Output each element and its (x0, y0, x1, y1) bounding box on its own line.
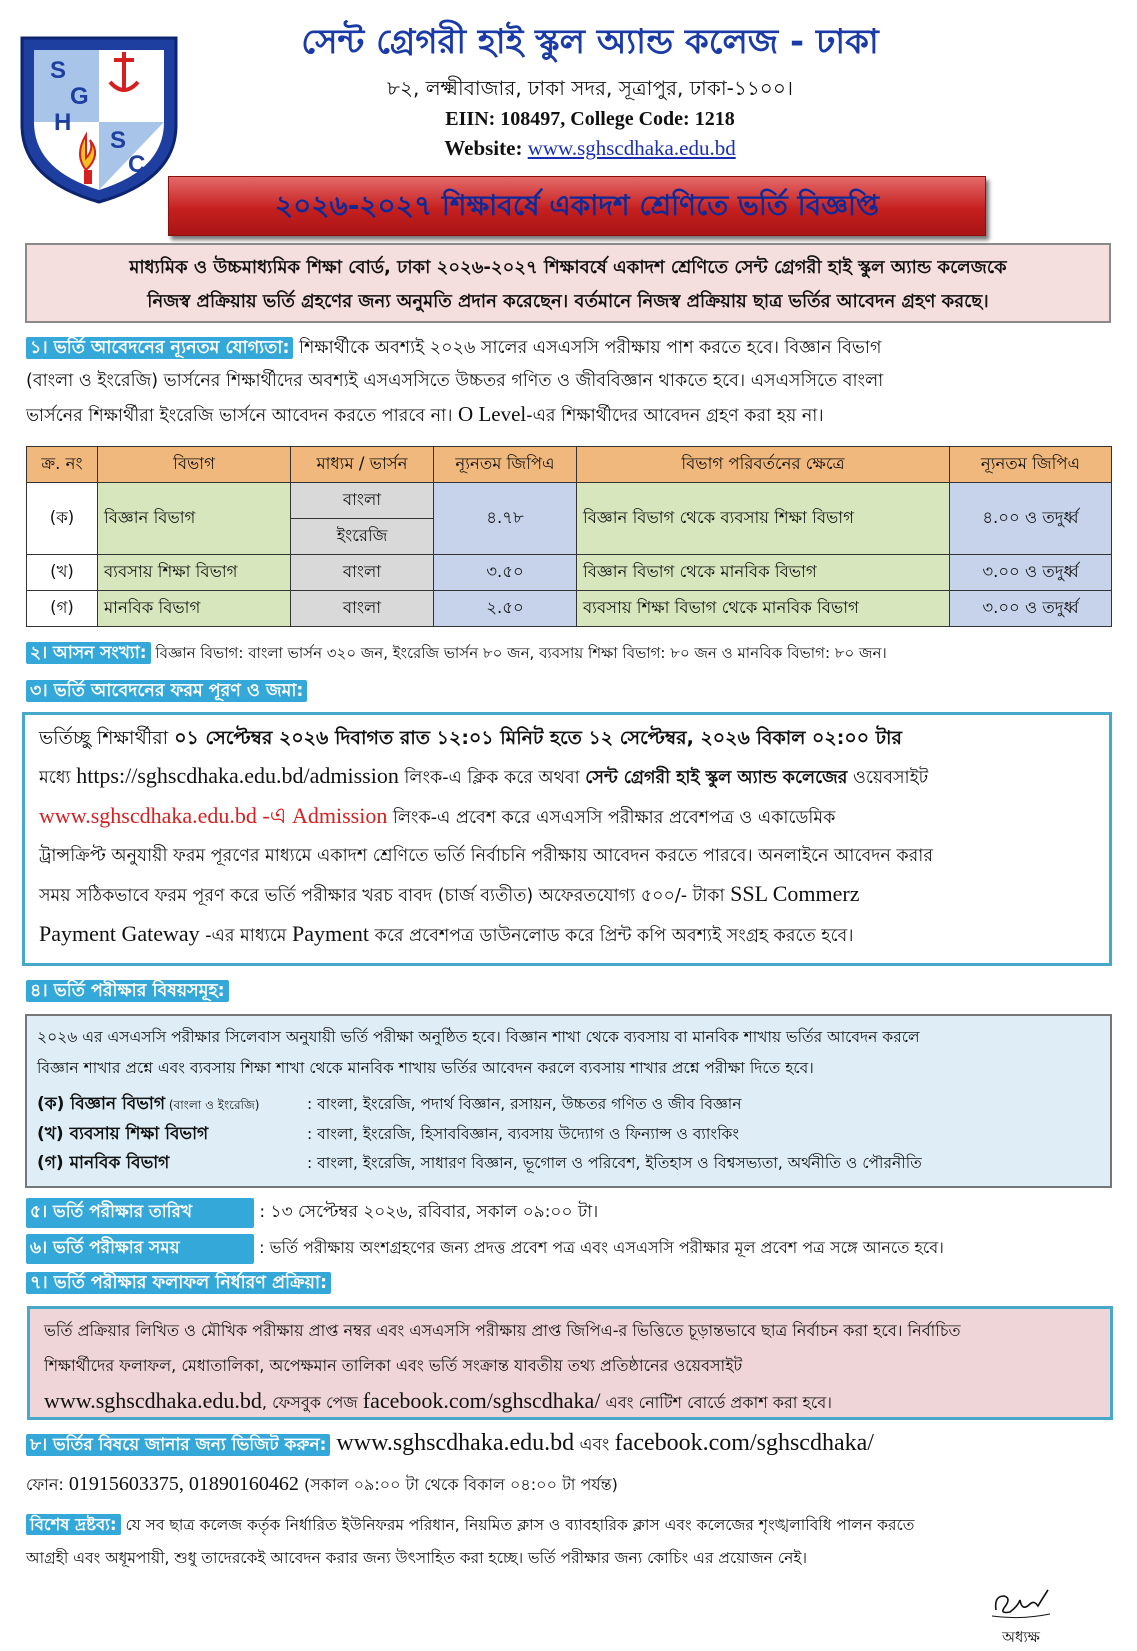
permission-line-2: নিজস্ব প্রক্রিয়ায় ভর্তি গ্রহণের জন্য অনুমতি প্রদান করেছেন। বর্তমানে নিজস্ব প্রক্রিয়ায় ছাত্র ভর্তির আবেদন গ্রহণ করছে। (147, 291, 989, 312)
cell-gpa: ৩.৫০ (434, 555, 577, 591)
cell-medium: বাংলা (291, 591, 434, 627)
logo-letter-s1: S (50, 57, 67, 84)
subject-dept-label: (গ) মানবিক বিভাগ (37, 1153, 170, 1173)
section-8 (26, 1430, 874, 1460)
th-dept-change: বিভাগ পরিবর্তনের ক্ষেত্রে (577, 447, 950, 483)
cell-serial: (গ) (27, 591, 98, 627)
exam-date-text: : ১৩ সেপ্টেম্বর ২০২৬, রবিবার, সকাল ০৯:০০ টা। (254, 1202, 599, 1222)
result-website[interactable]: www.sghscdhaka.edu.bd (44, 1388, 262, 1413)
result-facebook[interactable]: facebook.com/sghscdhaka/ (362, 1388, 601, 1413)
table-row (27, 591, 1112, 627)
website-label: Website: (444, 136, 523, 160)
apply-line-5: সময় সঠিকভাবে ফরম পূরণ করে ভর্তি পরীক্ষার খরচ বাবদ (চার্জ ব্যতীত) অফেরতযোগ্য ৫০০/- টাকা (39, 886, 731, 906)
school-name: সেন্ট গ্রেগরী হাই স্কুল অ্যান্ড কলেজ - ঢাকা (301, 22, 879, 62)
th-serial: ক্র. নং (27, 447, 98, 483)
ssl-commerz: SSL Commerz (730, 881, 860, 906)
section-3-heading (26, 678, 307, 707)
contact-facebook[interactable]: facebook.com/sghscdhaka/ (614, 1430, 874, 1456)
result-line-3-end: এবং নোটিশ বোর্ডে প্রকাশ করা হবে। (600, 1393, 832, 1412)
cell-gpa-change: ৩.০০ ও তদুর্ধ্ব (950, 555, 1112, 591)
logo-letter-s2: S (110, 127, 127, 154)
signature-scribble (990, 1586, 1060, 1622)
apply-line-3: লিংক-এ প্রবেশ করে এসএসসি পরীক্ষার প্রবেশপত্র ও একাডেমিক (387, 808, 836, 828)
cell-medium: বাংলা (291, 483, 434, 519)
apply-line-6a: -এর মাধ্যমে (199, 926, 293, 946)
subject-dept-label: (খ) ব্যবসায় শিক্ষা বিভাগ (37, 1124, 209, 1144)
cell-change: ব্যবসায় শিক্ষা বিভাগ থেকে মানবিক বিভাগ (577, 591, 950, 627)
cell-gpa: ২.৫০ (434, 591, 577, 627)
table-row (27, 483, 1112, 519)
subject-row-science (37, 1090, 1100, 1120)
subject-list: : বাংলা, ইংরেজি, সাধারণ বিজ্ঞান, ভূগোল ও পরিবেশ, ইতিহাস ও বিশ্বসভ্যতা, অর্থনীতি ও পৌরনীতি (307, 1154, 922, 1172)
application-box (22, 712, 1112, 966)
section-5 (26, 1198, 598, 1228)
contact-website[interactable]: www.sghscdhaka.edu.bd (330, 1430, 575, 1456)
subjects-intro-2: বিজ্ঞান শাখার প্রশ্নে এবং ব্যবসায় শিক্ষা শাখা থেকে মানবিক শাখায় ভর্তির আবেদন করলে ব্যবসায় শাখার প্রশ্নে পরীক্ষা দিতে হবে। (37, 1059, 814, 1077)
subject-dept-label: (ক) বিজ্ঞান বিভাগ (37, 1094, 166, 1114)
phone-numbers: 01915603375, 01890160462 (68, 1473, 299, 1495)
cell-department: বিজ্ঞান বিভাগ (98, 483, 291, 555)
website-line (230, 136, 950, 161)
section-5-tag: ৫। ভর্তি পরীক্ষার তারিখ (26, 1198, 254, 1228)
th-medium: মাধ্যম / ভার্সন (291, 447, 434, 483)
cell-gpa-change: ৩.০০ ও তদুর্ধ্ব (950, 591, 1112, 627)
th-department: বিভাগ (98, 447, 291, 483)
section-2-tag: ২। আসন সংখ্যা: (26, 642, 151, 664)
subject-row-business (37, 1120, 1100, 1149)
cell-change: বিজ্ঞান বিভাগ থেকে মানবিক বিভাগ (577, 555, 950, 591)
admission-link-red[interactable]: www.sghscdhaka.edu.bd -এ Admission (39, 803, 388, 828)
school-logo (14, 30, 184, 205)
result-process-box (27, 1306, 1113, 1420)
section-1-tag: ১। ভর্তি আবেদনের ন্যূনতম যোগ্যতা: (26, 337, 293, 359)
cell-serial: (খ) (27, 555, 98, 591)
office-hours: (সকাল ০৯:০০ টা থেকে বিকাল ০৪:০০ টা পর্যন্ত) (298, 1475, 618, 1494)
special-note-line-1: যে সব ছাত্র কলেজ কর্তৃক নির্ধারিত ইউনিফরম পরিধান, নিয়মিত ক্লাস ও ব্যাবহারিক ক্লাস এবং কলেজের শৃংঙ্খলাবিধি পালন করতে (120, 1516, 915, 1534)
o-level-text: O Level (458, 402, 527, 426)
section-6-tag: ৬। ভর্তি পরীক্ষার সময় (26, 1234, 254, 1264)
admission-url[interactable]: https://sghscdhaka.edu.bd/admission (76, 763, 399, 788)
phone-label: ফোন: (26, 1475, 69, 1494)
th-min-gpa: ন্যূনতম জিপিএ (434, 447, 577, 483)
subject-list: : বাংলা, ইংরেজি, হিসাববিজ্ঞান, ব্যবসায় উদ্যোগ ও ফিন্যান্স ও ব্যাংকিং (307, 1125, 740, 1143)
apply-line-6b: করে প্রবেশপত্র ডাউনলোড করে প্রিন্ট কপি অবশ্যই সংগ্রহ করতে হবে। (369, 926, 854, 946)
logo-letter-h: H (54, 109, 72, 136)
section-4-heading (26, 978, 229, 1007)
section-8-tag: ৮। ভর্তির বিষয়ে জানার জন্য ভিজিট করুন: (26, 1434, 330, 1456)
section-7-tag: ৭। ভর্তি পরীক্ষার ফলাফল নির্ধারণ প্রক্রিয়া: (26, 1272, 331, 1294)
eligibility-table (26, 446, 1112, 627)
section-3-tag: ৩। ভর্তি আবেদনের ফরম পূরণ ও জমা: (26, 680, 307, 702)
cell-gpa: ৪.৭৮ (434, 483, 577, 555)
principal-signature (990, 1586, 1080, 1651)
table-row (27, 555, 1112, 591)
payment-word: Payment (292, 921, 370, 946)
section-1-line-3-end: -এর শিক্ষার্থীদের আবেদন গ্রহণ করা হয় না। (526, 406, 824, 426)
section-2 (26, 638, 1116, 668)
permission-box (25, 243, 1111, 323)
logo-letter-g: G (70, 83, 89, 110)
cell-serial: (ক) (27, 483, 98, 555)
school-address: ৮২, লক্ষ্মীবাজার, ঢাকা সদর, সূত্রাপুর, ঢাকা-১১০০। (387, 76, 793, 100)
eiin-code: EIIN: 108497, College Code: 1218 (445, 108, 735, 130)
contact-phone-line (26, 1472, 618, 1499)
seat-count-text: বিজ্ঞান বিভাগ: বাংলা ভার্সন ৩২০ জন, ইংরেজি ভার্সন ৮০ জন, ব্যবসায় শিক্ষা বিভাগ: ৮০ জন ও মানবিক বিভাগ: ৮০ জন। (150, 644, 887, 662)
section-1-line-2: (বাংলা ও ইংরেজি) ভার্সনের শিক্ষার্থীদের অবশ্যই এসএসসিতে উচ্চতর গণিত ও জীববিজ্ঞান থাকতে হবে। এসএসসিতে বাংলা (26, 371, 884, 391)
special-note-line-2: আগ্রহী এবং অধূমপায়ী, শুধু তাদেরকেই আবেদন করার জন্য উৎসাহিত করা হচ্ছে। ভর্তি পরীক্ষার জন্য কোচিং এর প্রয়োজন নেই। (26, 1549, 808, 1567)
permission-line-1: মাধ্যমিক ও উচ্চমাধ্যমিক শিক্ষা বোর্ড, ঢাকা ২০২৬-২০২৭ শিক্ষাবর্ষে একাদশ শ্রেণিতে সেন্ট গ্রেগরী হাই স্কুল অ্যান্ড কলেজকে (129, 257, 1007, 278)
cell-department: ব্যবসায় শিক্ষা বিভাগ (98, 555, 291, 591)
subject-row-humanities (37, 1149, 1100, 1178)
cell-department: মানবিক বিভাগ (98, 591, 291, 627)
cell-gpa-change: ৪.০০ ও তদুর্ধ্ব (950, 483, 1112, 555)
cell-medium: ইংরেজি (291, 519, 434, 555)
college-name-bold: সেন্ট গ্রেগরী হাই স্কুল অ্যান্ড কলেজের (585, 768, 848, 788)
cell-medium: বাংলা (291, 555, 434, 591)
section-1 (26, 332, 1116, 433)
apply-within: মধ্যে (39, 768, 77, 788)
principal-title: অধ্যক্ষ (1002, 1628, 1040, 1646)
subjects-intro-1: ২০২৬ এর এসএসসি পরীক্ষার সিলেবাস অনুযায়ী ভর্তি পরীক্ষা অনুষ্ঠিত হবে। বিজ্ঞান শাখা থেকে ব্যবসায় বা মানবিক শাখায় ভর্তির আবেদন করলে (37, 1028, 920, 1046)
apply-period: ০১ সেপ্টেম্বর ২০২৬ দিবাগত রাত ১২:০১ মিনিট হতে ১২ সেপ্টেম্বর, ২০২৬ বিকাল ০২:০০ টার (174, 727, 902, 749)
special-note (26, 1508, 1116, 1575)
website-link[interactable]: www.sghscdhaka.edu.bd (527, 136, 736, 160)
website-word: ওয়েবসাইট (847, 768, 929, 788)
apply-click-text: লিংক-এ ক্লিক করে অথবা (398, 768, 586, 788)
exam-time-text: : ভর্তি পরীক্ষায় অংশগ্রহণের জন্য প্রদত্ত প্রবেশ পত্র এবং এসএসসি পরীক্ষার মূল প্রবেশ পত্র সঙ্গে আনতে হবে। (254, 1238, 944, 1257)
section-6 (26, 1234, 944, 1264)
section-1-line-1: শিক্ষার্থীকে অবশ্যই ২০২৬ সালের এসএসসি পরীক্ষায় পাশ করতে হবে। বিজ্ঞান বিভাগ (293, 338, 882, 358)
cell-change: বিজ্ঞান বিভাগ থেকে ব্যবসায় শিক্ষা বিভাগ (577, 483, 950, 555)
section-1-line-3: ভার্সনের শিক্ষার্থীরা ইংরেজি ভার্সনে আবেদন করতে পারবে না। (26, 406, 459, 426)
section-7-heading (26, 1270, 331, 1299)
result-line-2: শিক্ষার্থীদের ফলাফল, মেধাতালিকা, অপেক্ষমান তালিকা এবং ভর্তি সংক্রান্ত যাবতীয় তথ্য প্রতিষ্ঠানের ওয়েবসাইট (44, 1356, 743, 1375)
exam-subjects-box (25, 1014, 1112, 1188)
result-line-1: ভর্তি প্রক্রিয়ার লিখিত ও মৌখিক পরীক্ষায় প্রাপ্ত নম্বর এবং এসএসসি পরীক্ষায় প্রাপ্ত জিপিএ-র ভিত্তিতে চূড়ান্তভাবে ছাত্র নির্বাচন করা হবে। নির্বাচিত (44, 1321, 961, 1340)
special-note-tag: বিশেষ দ্রষ্টব্য: (26, 1514, 121, 1535)
apply-line-4: ট্রান্সক্রিপ্ট অনুযায়ী ফরম পূরণের মাধ্যমে একাদশ শ্রেণিতে ভর্তি নির্বাচনি পরীক্ষায় আবেদন করতে পারবে। অনলাইনে আবেদন করার (39, 846, 933, 866)
notice-banner: ২০২৬-২০২৭ শিক্ষাবর্ষে একাদশ শ্রেণিতে ভর্তি বিজ্ঞপ্তি (168, 176, 986, 236)
th-min-gpa-change: ন্যূনতম জিপিএ (950, 447, 1112, 483)
table-header-row (27, 447, 1112, 483)
payment-gateway: Payment Gateway (39, 921, 200, 946)
subject-dept-note: (বাংলা ও ইংরেজি) (165, 1098, 260, 1112)
subject-list: : বাংলা, ইংরেজি, পদার্থ বিজ্ঞান, রসায়ন, উচ্চতর গণিত ও জীব বিজ্ঞান (307, 1095, 742, 1113)
contact-and: এবং (574, 1435, 615, 1455)
result-fb-label: , ফেসবুক পেজ (261, 1393, 363, 1412)
section-4-tag: ৪। ভর্তি পরীক্ষার বিষয়সমূহ: (26, 980, 229, 1002)
apply-intro: ভর্তিচ্ছু শিক্ষার্থীরা (39, 727, 175, 749)
logo-letter-c: C (128, 151, 146, 178)
